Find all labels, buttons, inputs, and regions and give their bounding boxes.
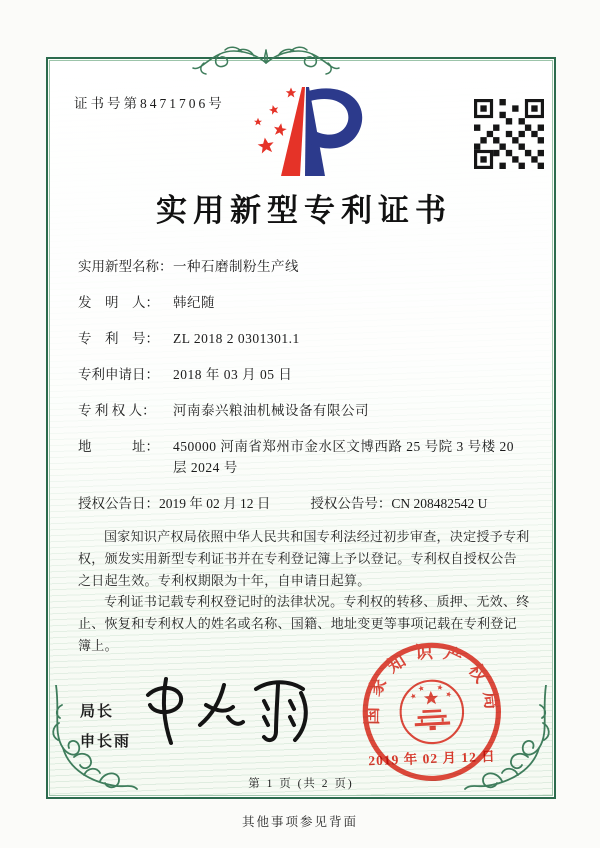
field-label: 实用新型名称： xyxy=(78,259,173,274)
grant-no-value: CN 208482542 U xyxy=(391,496,488,511)
field-row-address xyxy=(78,436,530,478)
grant-date-pair xyxy=(78,493,270,514)
certificate-content xyxy=(48,59,554,797)
signer-title: 局长 xyxy=(80,704,115,720)
field-value: 河南泰兴粮油机械设备有限公司 xyxy=(173,403,369,418)
grant-date-value: 2019 年 02 月 12 日 xyxy=(159,496,271,511)
agency-seal-icon xyxy=(350,633,514,797)
field-label: 专 利 权 人： xyxy=(78,403,156,418)
handwritten-signature-icon xyxy=(136,667,331,759)
field-row-name xyxy=(78,256,530,277)
signer-name: 申长雨 xyxy=(80,734,132,750)
legal-paragraph-2: 专利证书记载专利权登记时的法律状况。专利权的转移、质押、无效、终止、恢复和专利权人的姓名或名称、国籍、地址变更等事项记载在专利登记簿上。 xyxy=(78,594,530,654)
grant-row xyxy=(78,493,530,514)
field-row-filing-date xyxy=(78,364,530,385)
field-label: 发 明 人： xyxy=(78,295,159,310)
field-row-patent-no xyxy=(78,328,530,349)
field-row-inventor xyxy=(78,292,530,313)
legal-paragraph-1: 国家知识产权局依照中华人民共和国专利法经过初步审查，决定授予专利权，颁发实用新型专利证书并在专利登记簿上予以登记。专利权自授权公告之日起生效。专利权期限为十年，自申请日起算。 xyxy=(78,529,530,588)
page-number: 第 1 页 (共 2 页) xyxy=(248,778,354,790)
field-label: 地 址： xyxy=(78,439,159,454)
field-value: ZL 2018 2 0301301.1 xyxy=(173,331,300,346)
certificate-number: 证书号第8471706号 xyxy=(74,96,225,111)
certificate-title: 实用新型专利证书 xyxy=(156,193,452,228)
field-label: 专 利 号： xyxy=(78,331,159,346)
field-value: 2018 年 03 月 05 日 xyxy=(173,367,293,382)
grant-date-label: 授权公告日： xyxy=(78,496,159,511)
cnipa-logo-icon xyxy=(244,79,376,189)
field-label: 专利申请日： xyxy=(78,367,159,382)
field-value: 一种石磨制粉生产线 xyxy=(173,259,299,274)
qr-code-icon xyxy=(474,99,544,169)
field-row-patentee xyxy=(78,400,530,421)
certificate-frame xyxy=(46,57,556,799)
seal-agency-text: 国家知识产权局 xyxy=(361,641,504,725)
back-side-note: 其他事项参见背面 xyxy=(241,815,358,829)
seal-date: 2019 年 02 月 12 日 xyxy=(368,748,496,769)
field-list xyxy=(78,256,530,657)
field-value: 韩纪随 xyxy=(173,295,215,310)
grant-no-label: 授权公告号： xyxy=(310,496,392,511)
svg-text:国家知识产权局 xyxy=(357,638,503,726)
national-emblem-icon xyxy=(409,684,454,732)
field-value: 450000 河南省郑州市金水区文博西路 25 号院 3 号楼 20 层 2024 号 xyxy=(173,439,514,475)
signer-block xyxy=(80,697,131,757)
grant-no-pair xyxy=(310,493,487,514)
